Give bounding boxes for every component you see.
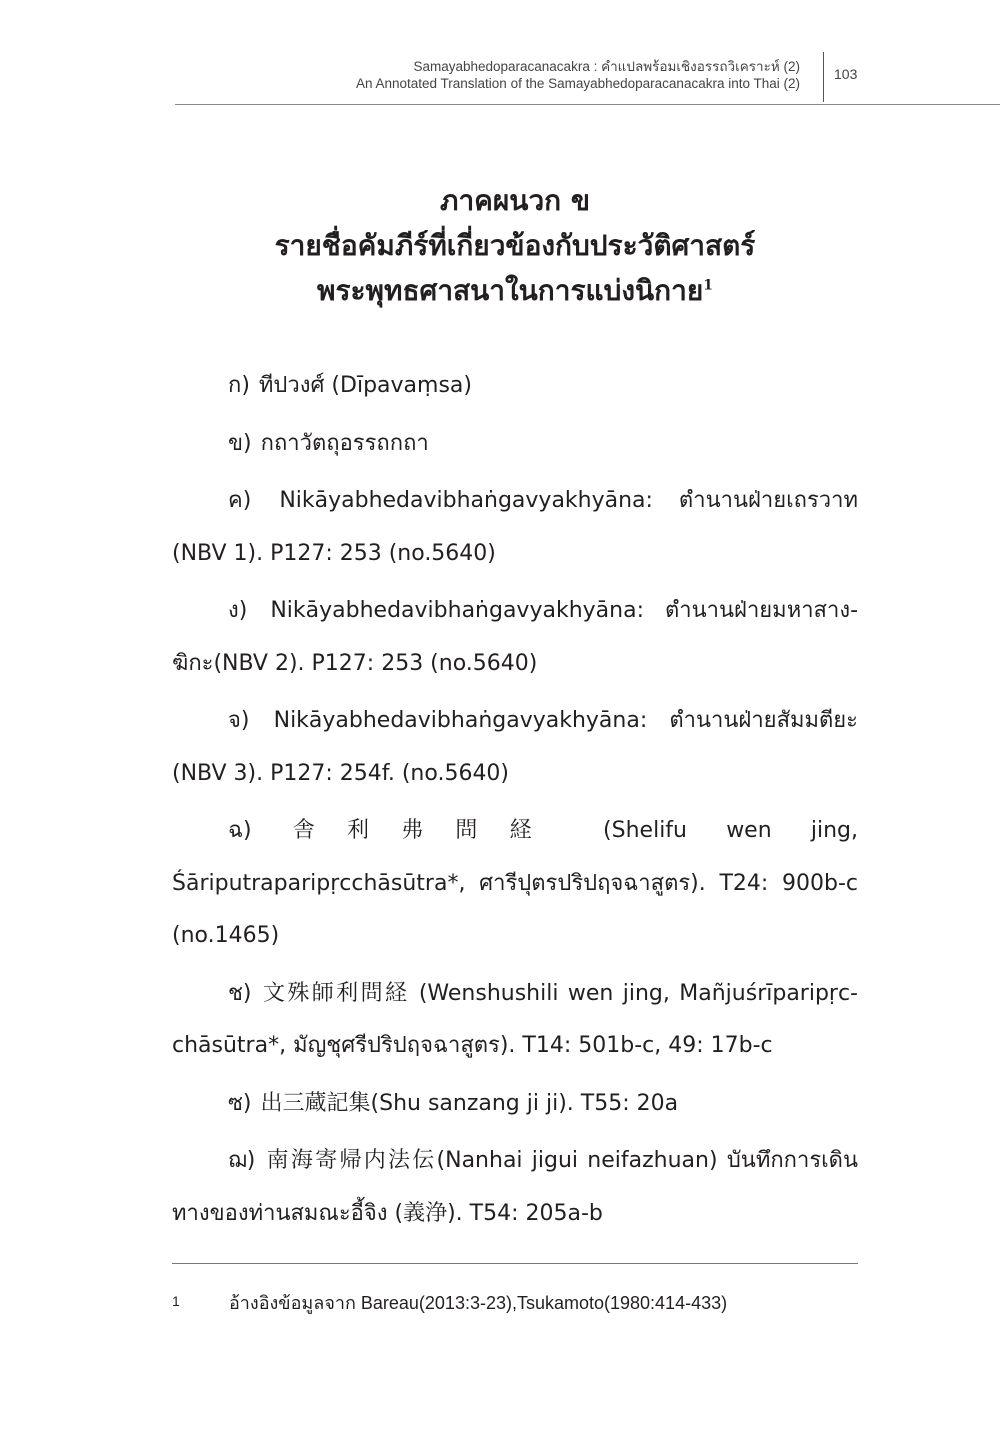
running-header — [356, 58, 800, 92]
running-header-thai-title: Samayabhedoparacanacakra : คำแปลพร้อมเชิงอรรถวิเคราะห์ (2) — [413, 59, 800, 74]
list-item-text: ทีปวงศ์ (Dīpavaṃsa) — [258, 373, 472, 398]
list-item-marker: ก) — [228, 373, 250, 398]
list-item — [172, 1135, 858, 1240]
list-item — [172, 475, 858, 580]
list-item — [172, 585, 858, 690]
list-item-text: 文殊師利問経 (Wenshushili wen jing, Mañjuśrīparipṛc-chāsūtra*, มัญชุศรีปริปฤจฉาสูตร). T14: 501b-c, 49: 17b-c — [172, 980, 859, 1058]
list-item-marker: ช) — [228, 980, 252, 1006]
list-item — [172, 418, 858, 471]
list-item-marker: ง) — [228, 598, 248, 623]
list-item-text: Nikāyabhedavibhaṅgavyakhyāna: ตำนานฝ่ายมหาสาง-ฆิกะ(NBV 2). P127: 253 (no.5640) — [172, 598, 859, 676]
list-item-text: 南海寄帰内法伝(Nanhai jigui neifazhuan) บันทึกการเดินทางของท่านสมณะอี้จิง (義浄). T54: 205a-b — [172, 1148, 858, 1226]
list-item-marker: ฌ) — [228, 1148, 256, 1173]
list-item — [172, 360, 858, 413]
footnote-text: อ้างอิงข้อมูลจาก Bareau(2013:3-23),Tsukamoto(1980:414-433) — [229, 1293, 728, 1313]
list-item-marker: ซ) — [228, 1090, 252, 1116]
list-item — [172, 805, 858, 963]
list-item-text: 出三蔵記集(Shu sanzang ji ji). T55: 20a — [260, 1090, 679, 1116]
list-item — [172, 1078, 858, 1131]
list-item — [172, 968, 858, 1073]
header-divider — [823, 52, 824, 102]
list-item-marker: จ) — [228, 708, 250, 733]
list-item-text: กถาวัตถุอรรถกถา — [260, 430, 429, 456]
footnote-separator — [172, 1263, 858, 1264]
appendix-title — [0, 178, 1000, 313]
list-item-text: Nikāyabhedavibhaṅgavyakhyāna: ตำนานฝ่ายเถรวาท (NBV 1). P127: 253 (no.5640) — [172, 488, 859, 566]
page-number: 103 — [834, 66, 858, 82]
list-item-marker: ฉ) — [228, 818, 252, 843]
header-rule — [175, 104, 1000, 105]
list-item-marker: ค) — [228, 488, 252, 513]
list-item-marker: ข) — [228, 430, 252, 456]
appendix-heading: ภาคผนวก ข — [439, 184, 591, 217]
appendix-subtitle-line-2 — [0, 268, 1000, 313]
list-item-text: Nikāyabhedavibhaṅgavyakhyāna: ตำนานฝ่ายสัมมตียะ (NBV 3). P127: 254f. (no.5640) — [172, 708, 858, 786]
text-list — [172, 360, 858, 1245]
running-header-english-title: An Annotated Translation of the Samayabhedoparacanacakra into Thai (2) — [355, 76, 800, 91]
appendix-subtitle-line-1: รายชื่อคัมภีร์ที่เกี่ยวข้องกับประวัติศาสตร์ — [274, 229, 756, 262]
footnote-number: 1 — [172, 1293, 180, 1309]
list-item-text: 舎利弗問経 (Shelifu wen jing, Śāriputraparipṛcchāsūtra*, ศารีปุตรปริปฤจฉาสูตร). T24: 900b-c (no.1465) — [172, 818, 858, 948]
appendix-subtitle-text: พระพุทธศาสนาในการแบ่งนิกาย — [317, 274, 704, 307]
footnote-reference: 1 — [703, 277, 713, 294]
list-item — [172, 695, 858, 800]
